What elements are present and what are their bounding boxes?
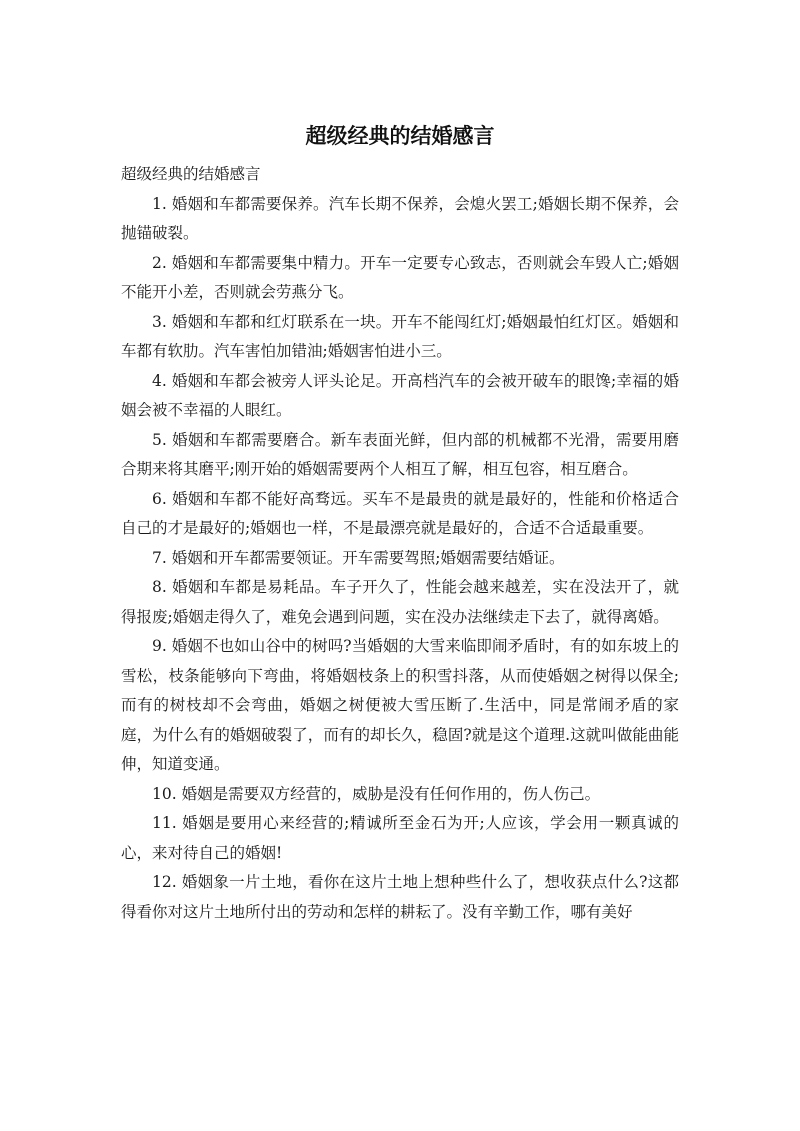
paragraph-10: 10. 婚姻是需要双方经营的，威胁是没有任何作用的，伤人伤己。 xyxy=(152,784,601,803)
paragraph-1: 1. 婚姻和车都需要保养。汽车长期不保养，会熄火罢工;婚姻长期不保养，会抛锚破裂。 xyxy=(121,194,679,242)
paragraph-8: 8. 婚姻和车都是易耗品。车子开久了，性能会越来越差，实在没法开了，就得报废;婚姻走得久了，难免会遇到问题，实在没办法继续走下去了，就得离婚。 xyxy=(121,578,679,626)
paragraph-12: 12. 婚姻象一片土地，看你在这片土地上想种些什么了，想收获点什么?这都得看你对这片土地所付出的劳动和怎样的耕耘了。没有辛勤工作，哪有美好 xyxy=(121,873,679,921)
paragraph-11: 11. 婚姻是要用心来经营的;精诚所至金石为开;人应该，学会用一颗真诚的心，来对待自己的婚姻! xyxy=(121,814,679,862)
paragraph-3: 3. 婚姻和车都和红灯联系在一块。开车不能闯红灯;婚姻最怕红灯区。婚姻和车都有软肋。汽车害怕加错油;婚姻害怕进小三。 xyxy=(121,312,679,360)
paragraph-2: 2. 婚姻和车都需要集中精力。开车一定要专心致志，否则就会车毁人亡;婚姻不能开小差，否则就会劳燕分飞。 xyxy=(121,253,679,301)
paragraph-5: 5. 婚姻和车都需要磨合。新车表面光鲜，但内部的机械都不光滑，需要用磨合期来将其磨平;刚开始的婚姻需要两个人相互了解，相互包容，相互磨合。 xyxy=(121,430,679,478)
paragraph-6: 6. 婚姻和车都不能好高骛远。买车不是最贵的就是最好的，性能和价格适合自己的才是最好的;婚姻也一样，不是最漂亮就是最好的，合适不合适最重要。 xyxy=(121,489,679,537)
paragraph-9: 9. 婚姻不也如山谷中的树吗?当婚姻的大雪来临即闹矛盾时，有的如东坡上的雪松，枝条能够向下弯曲，将婚姻枝条上的积雪抖落，从而使婚姻之树得以保全;而有的树枝却不会弯曲，婚姻之树便被大雪压断了.生活中，同是常闹矛盾的家庭，为什么有的婚姻破裂了，而有的却长久，稳固?就是这个道理.这就叫做能曲能伸，知道变通。 xyxy=(121,637,679,773)
paragraph-4: 4. 婚姻和车都会被旁人评头论足。开高档汽车的会被开破车的眼馋;幸福的婚姻会被不幸福的人眼红。 xyxy=(121,371,679,419)
page-title: 超级经典的结婚感言 xyxy=(305,124,495,148)
paragraph-7: 7. 婚姻和开车都需要领证。开车需要驾照;婚姻需要结婚证。 xyxy=(152,548,565,567)
document-body xyxy=(121,160,679,927)
document-subtitle: 超级经典的结婚感言 xyxy=(121,165,261,183)
